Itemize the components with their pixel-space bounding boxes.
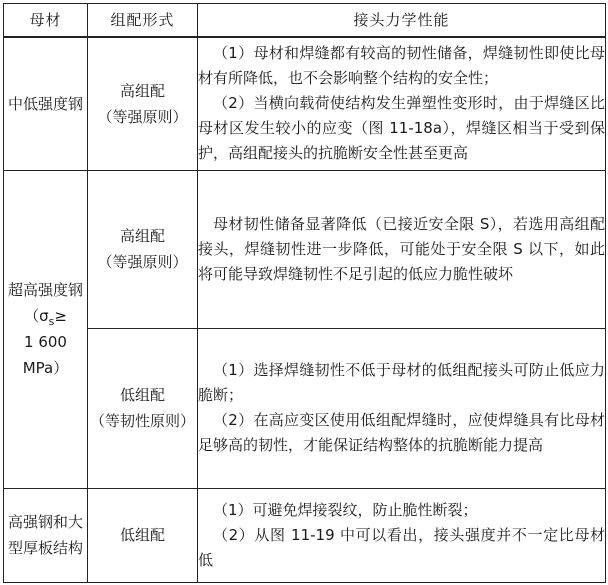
properties-cell (198, 488, 606, 582)
combination-type: 低组配 (119, 386, 165, 404)
properties-cell (198, 328, 606, 488)
table-row (4, 328, 606, 488)
property-paragraph: （1）母材和焊缝都有较高的韧性储备，焊缝韧性即使比母材有所降低，也不会影响整个结构的安全性； (198, 44, 605, 88)
condition-suffix: ≥ (54, 307, 67, 325)
table-row (4, 37, 606, 170)
combination-cell (88, 328, 198, 488)
base-material-label-continued: 型厚板结构 (7, 539, 83, 557)
table-row (4, 170, 606, 328)
table-row (4, 488, 606, 582)
combination-principle: （等韧性原则） (89, 412, 195, 430)
yield-strength-condition (4, 303, 87, 329)
combination-type: 低组配 (119, 526, 165, 544)
properties-cell (198, 37, 606, 170)
combination-principle: （等强原则） (97, 253, 188, 271)
combination-type: 高组配 (119, 227, 165, 245)
condition-prefix: （σ (24, 307, 49, 325)
property-paragraph: （1）可避免焊接裂纹，防止脆性断裂； (213, 500, 478, 519)
property-paragraph: 母材韧性储备显著降低（已接近安全限 S），若选用高组配接头，焊缝韧性进一步降低，可能处于安全限 S 以下，如此将可能导致焊缝韧性不足引起的低应力脆性破坏 (198, 214, 605, 283)
header-row (4, 4, 606, 38)
header-combination: 组配形式 (88, 4, 198, 38)
property-paragraph: （2）从图 11-19 中可以看出，接头强度并不一定比母材低 (198, 525, 605, 569)
combination-principle: （等强原则） (97, 107, 188, 126)
base-material-label: 高强钢和大 (7, 513, 83, 531)
properties-cell (198, 170, 606, 328)
header-joint-properties: 接头力学性能 (198, 4, 606, 38)
combination-cell (88, 170, 198, 328)
property-paragraph: （1）选择焊缝韧性不低于母材的低组配接头可防止低应力脆断； (198, 361, 605, 404)
yield-strength-value: 1 600 MPa） (22, 333, 69, 377)
base-material-label: 超高强度钢 (7, 281, 83, 299)
base-material-label: 中低强度钢 (7, 94, 83, 113)
base-material-cell (4, 37, 88, 170)
base-material-cell (4, 170, 88, 488)
condition-subscript: s (48, 315, 55, 328)
property-paragraph: （2）当横向载荷使结构发生弹塑性变形时，由于焊缝区比母材区发生较小的应变（图 11-18a），焊缝区相当于受到保护，高组配接头的抗脆断安全性甚至更高 (198, 94, 605, 163)
combination-type: 高组配 (119, 81, 165, 100)
joint-properties-table (3, 3, 606, 583)
combination-cell (88, 37, 198, 170)
base-material-cell (4, 488, 88, 582)
property-paragraph: （2）在高应变区使用低组配焊缝时，应使焊缝具有比母材足够高的韧性，才能保证结构整体的抗脆断能力提高 (198, 411, 605, 454)
header-base-material: 母材 (4, 4, 88, 38)
combination-cell (88, 488, 198, 582)
